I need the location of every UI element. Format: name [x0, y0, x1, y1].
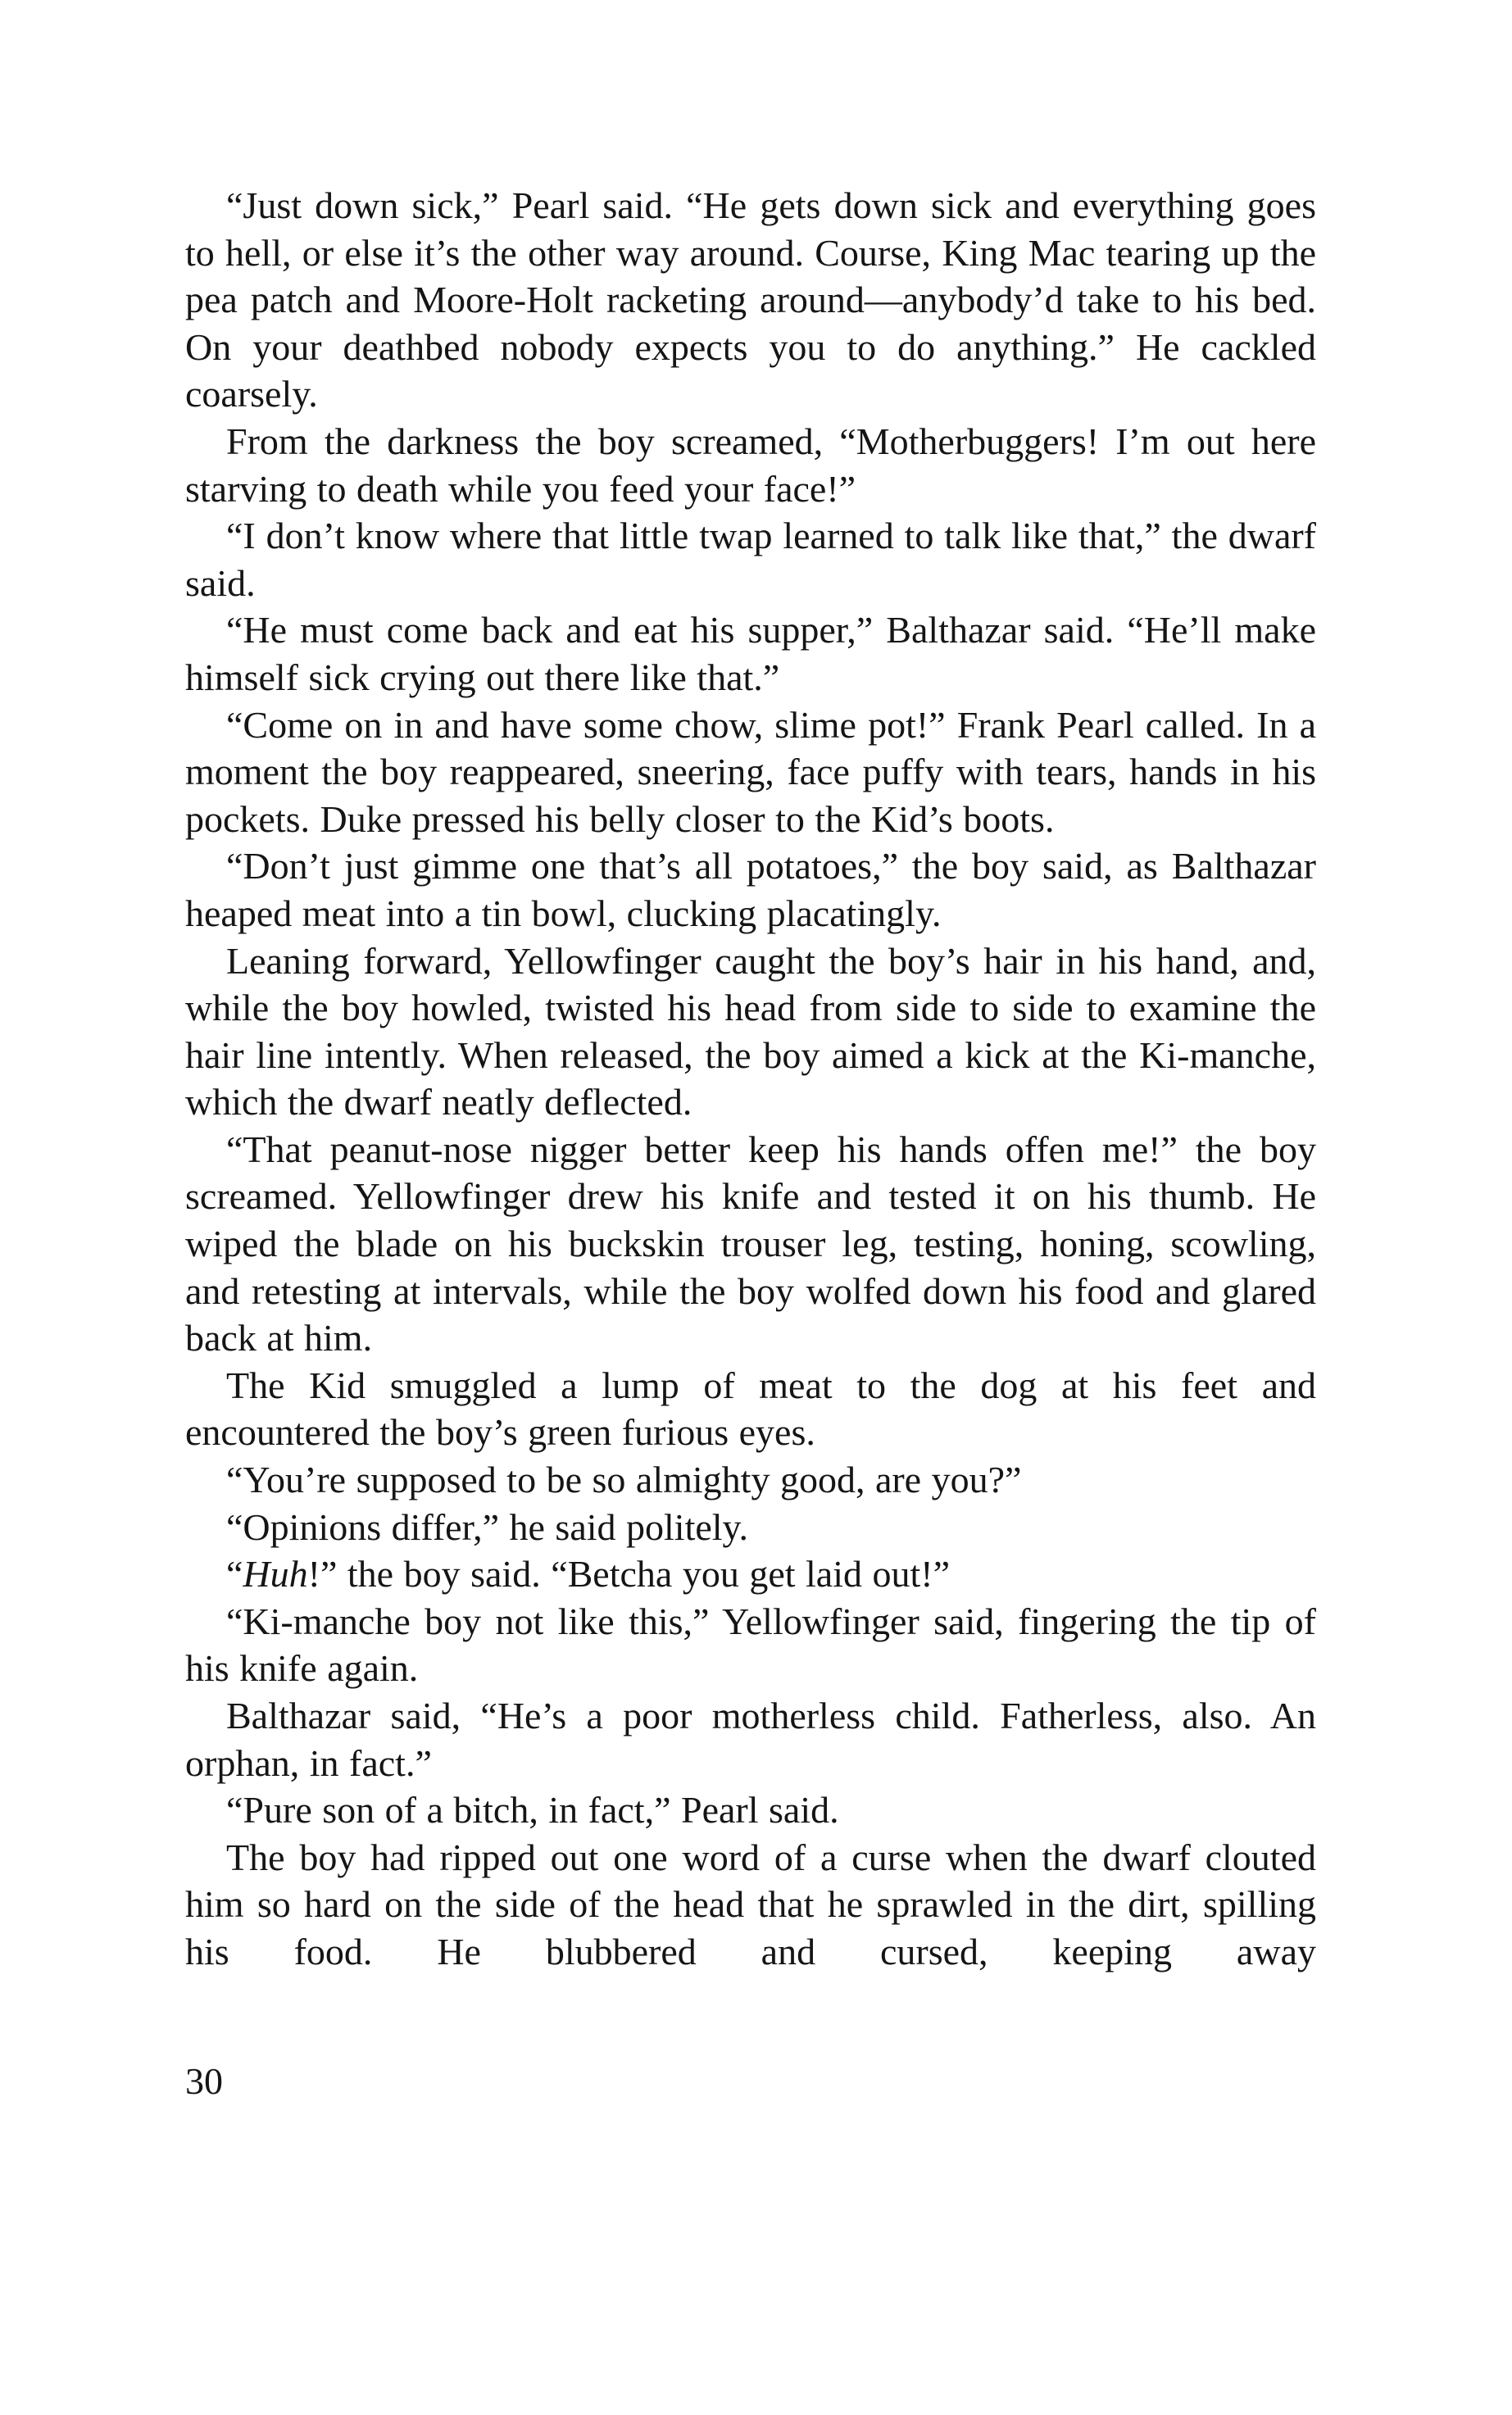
paragraph-3: “I don’t know where that little twap learned to talk like that,” the dwarf said. — [185, 515, 1316, 604]
paragraph-4: “He must come back and eat his supper,” Balthazar said. “He’ll make himself sick crying out there like that.” — [185, 609, 1316, 698]
paragraph-12 — [185, 1550, 1316, 1598]
paragraph-8: “That peanut-nose nigger better keep his hands offen me!” the boy screamed. Yellowfinger drew his knife and tested it on his thumb. He wiped the blade on his buckskin trouser leg, testing, honing, scowling, and retesting at intervals, while the boy wolfed down his food and glared back at him. — [185, 1128, 1316, 1360]
paragraph-16: The boy had ripped out one word of a curse when the dwarf clouted him so hard on the side of the head that he sprawled in the dirt, spilling his food. He blubbered and cursed, keeping away — [185, 1836, 1316, 1972]
paragraph-10: “You’re supposed to be so almighty good, are you?” — [226, 1459, 1022, 1501]
paragraph-14: Balthazar said, “He’s a poor motherless child. Fatherless, also. An orphan, in fact.” — [185, 1695, 1316, 1784]
paragraph-5: “Come on in and have some chow, slime pot!” Frank Pearl called. In a moment the boy reappeared, sneering, face puffy with tears, hands in his pockets. Duke pressed his belly closer to the Kid’s boots. — [185, 703, 1316, 840]
paragraph-2: From the darkness the boy screamed, “Motherbuggers! I’m out here starving to death while you feed your face!” — [185, 420, 1316, 510]
paragraph-6: “Don’t just gimme one that’s all potatoes,” the boy said, as Balthazar heaped meat into a tin bowl, clucking placatingly. — [185, 845, 1316, 934]
huh-italic-word: Huh — [243, 1553, 308, 1596]
page-number: 30 — [185, 2060, 223, 2102]
huh-open-quote: “ — [226, 1553, 243, 1596]
paragraph-9: The Kid smuggled a lump of meat to the dog at his feet and encountered the boy’s green furious eyes. — [185, 1364, 1316, 1454]
paragraph-7: Leaning forward, Yellowfinger caught the boy’s hair in his hand, and, while the boy howled, twisted his head from side to side to examine the hair line intently. When released, the boy aimed a kick at the Ki-manche, which the dwarf neatly deflected. — [185, 939, 1316, 1124]
paragraph-1: “Just down sick,” Pearl said. “He gets down sick and everything goes to hell, or else it’s the other way around. Course, King Mac tearing up the pea patch and Moore-Holt racketing around—anybody’d take to his bed. On your deathbed nobody expects you to do anything.” He cackled coarsely. — [185, 184, 1316, 415]
huh-rest: !” the boy said. “Betcha you get laid out!” — [307, 1553, 951, 1596]
paragraph-11: “Opinions differ,” he said politely. — [226, 1505, 749, 1548]
paragraph-13: “Ki-manche boy not like this,” Yellowfinger said, fingering the tip of his knife again. — [185, 1600, 1316, 1690]
body-text — [185, 182, 1316, 1976]
paragraph-15: “Pure son of a bitch, in fact,” Pearl said. — [226, 1789, 839, 1832]
